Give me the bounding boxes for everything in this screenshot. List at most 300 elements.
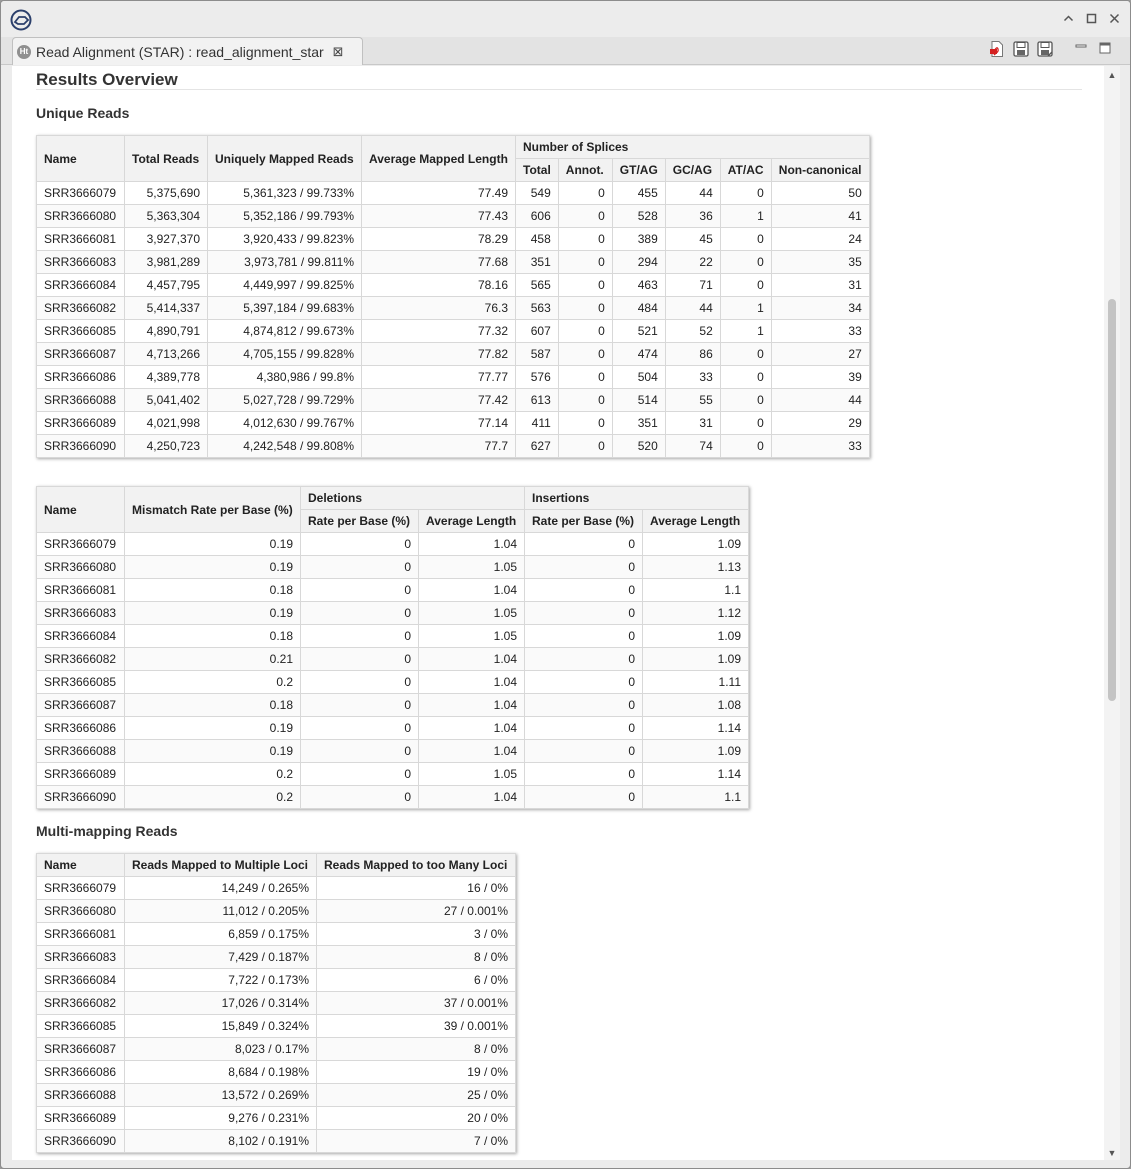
- table-row: [37, 694, 749, 717]
- table-cell: 1.04: [419, 740, 525, 763]
- table-cell: 37 / 0.001%: [317, 992, 516, 1015]
- window-maximize-button[interactable]: [1086, 13, 1097, 24]
- window-controls: [1063, 13, 1120, 24]
- row-name-cell: SRR3666086: [37, 366, 125, 389]
- editor-toolbar: [988, 40, 1114, 58]
- report-content: [12, 66, 1120, 1160]
- table-cell: 1.08: [643, 694, 749, 717]
- table-cell: 1.09: [643, 648, 749, 671]
- table-cell: 25 / 0%: [317, 1084, 516, 1107]
- table-cell: 0: [301, 694, 419, 717]
- table-cell: 0: [720, 366, 771, 389]
- title-divider: [36, 89, 1082, 90]
- table-cell: 27 / 0.001%: [317, 900, 516, 923]
- col-header-avg-mapped-length: Average Mapped Length: [362, 136, 516, 182]
- table-cell: 0.19: [125, 556, 301, 579]
- table-cell: 0: [558, 366, 612, 389]
- col-header-insertions: Insertions: [525, 487, 749, 510]
- table-cell: 0: [525, 786, 643, 809]
- row-name-cell: SRR3666089: [37, 412, 125, 435]
- col-header-deletion-avg-length: Average Length: [419, 510, 525, 533]
- col-header-deletion-rate: Rate per Base (%): [301, 510, 419, 533]
- table-cell: 458: [516, 228, 559, 251]
- table-cell: 5,361,323 / 99.733%: [208, 182, 362, 205]
- maximize-icon[interactable]: [1096, 40, 1114, 58]
- row-name-cell: SRR3666082: [37, 297, 125, 320]
- table-row: [37, 969, 516, 992]
- table-cell: 3,920,433 / 99.823%: [208, 228, 362, 251]
- table-cell: 55: [665, 389, 720, 412]
- row-name-cell: SRR3666089: [37, 763, 125, 786]
- row-name-cell: SRR3666082: [37, 648, 125, 671]
- table-cell: 0: [558, 320, 612, 343]
- tab-label: Read Alignment (STAR) : read_alignment_star: [36, 43, 324, 60]
- table-cell: 0.2: [125, 671, 301, 694]
- table-row: [37, 877, 516, 900]
- table-cell: 6 / 0%: [317, 969, 516, 992]
- row-name-cell: SRR3666081: [37, 228, 125, 251]
- table-cell: 5,352,186 / 99.793%: [208, 205, 362, 228]
- table-cell: 16 / 0%: [317, 877, 516, 900]
- table-cell: 50: [771, 182, 869, 205]
- col-header-splice-gtag: GT/AG: [612, 159, 665, 182]
- row-name-cell: SRR3666087: [37, 1038, 125, 1061]
- table-row: [37, 205, 870, 228]
- col-header-uniquely-mapped: Uniquely Mapped Reads: [208, 136, 362, 182]
- table-cell: 39 / 0.001%: [317, 1015, 516, 1038]
- row-name-cell: SRR3666089: [37, 1107, 125, 1130]
- table-cell: 77.43: [362, 205, 516, 228]
- table-cell: 0.18: [125, 579, 301, 602]
- table-cell: 3 / 0%: [317, 923, 516, 946]
- col-header-name: Name: [37, 136, 125, 182]
- table-row: [37, 1130, 516, 1153]
- table-cell: 0: [525, 579, 643, 602]
- table-cell: 0: [558, 412, 612, 435]
- row-name-cell: SRR3666081: [37, 579, 125, 602]
- row-name-cell: SRR3666080: [37, 556, 125, 579]
- table-cell: 0: [558, 228, 612, 251]
- table-cell: 5,375,690: [125, 182, 208, 205]
- row-name-cell: SRR3666084: [37, 969, 125, 992]
- table-cell: 1.1: [643, 786, 749, 809]
- table-cell: 44: [665, 297, 720, 320]
- col-header-name: Name: [37, 487, 125, 533]
- table-cell: 0: [525, 556, 643, 579]
- table-row: [37, 579, 749, 602]
- table-cell: 0.21: [125, 648, 301, 671]
- table-row: [37, 228, 870, 251]
- table-cell: 36: [665, 205, 720, 228]
- table-cell: 3,981,289: [125, 251, 208, 274]
- table-cell: 0: [558, 435, 612, 458]
- app-logo-icon: [10, 9, 32, 31]
- table-cell: 77.32: [362, 320, 516, 343]
- table-cell: 86: [665, 343, 720, 366]
- table-cell: 1.14: [643, 763, 749, 786]
- col-header-splice-gcag: GC/AG: [665, 159, 720, 182]
- table-cell: 0: [558, 274, 612, 297]
- row-name-cell: SRR3666088: [37, 389, 125, 412]
- col-header-splice-total: Total: [516, 159, 559, 182]
- table-cell: 4,874,812 / 99.673%: [208, 320, 362, 343]
- table-cell: 15,849 / 0.324%: [125, 1015, 317, 1038]
- table-cell: 0: [301, 648, 419, 671]
- table-cell: 0.19: [125, 717, 301, 740]
- table-cell: 0.2: [125, 763, 301, 786]
- maximize-icon: [1086, 13, 1097, 24]
- row-name-cell: SRR3666079: [37, 533, 125, 556]
- table-cell: 0.19: [125, 533, 301, 556]
- table-cell: 0: [301, 671, 419, 694]
- table-cell: 0: [525, 671, 643, 694]
- table-cell: 77.49: [362, 182, 516, 205]
- tab-close-icon[interactable]: ⊠: [332, 43, 344, 59]
- table-cell: 7 / 0%: [317, 1130, 516, 1153]
- col-header-splice-noncanonical: Non-canonical: [771, 159, 869, 182]
- table-cell: 1.04: [419, 671, 525, 694]
- table-cell: 1.04: [419, 694, 525, 717]
- row-name-cell: SRR3666079: [37, 877, 125, 900]
- table-cell: 0: [720, 343, 771, 366]
- table-cell: 474: [612, 343, 665, 366]
- table-cell: 1: [720, 320, 771, 343]
- table-cell: 528: [612, 205, 665, 228]
- save-as-icon[interactable]: [1036, 40, 1054, 58]
- table-cell: 607: [516, 320, 559, 343]
- table-cell: 3,927,370: [125, 228, 208, 251]
- table-cell: 576: [516, 366, 559, 389]
- table-cell: 0.19: [125, 602, 301, 625]
- table-cell: 9,276 / 0.231%: [125, 1107, 317, 1130]
- table-cell: 77.42: [362, 389, 516, 412]
- row-name-cell: SRR3666090: [37, 435, 125, 458]
- row-name-cell: SRR3666085: [37, 320, 125, 343]
- table-cell: 5,041,402: [125, 389, 208, 412]
- table-cell: 34: [771, 297, 869, 320]
- table-cell: 0: [301, 533, 419, 556]
- table-cell: 484: [612, 297, 665, 320]
- table-cell: 0: [720, 228, 771, 251]
- table-row: [37, 900, 516, 923]
- table-cell: 78.29: [362, 228, 516, 251]
- window-close-button[interactable]: [1109, 13, 1120, 24]
- table-row: [37, 1015, 516, 1038]
- table-cell: 1.05: [419, 556, 525, 579]
- table-cell: 8 / 0%: [317, 1038, 516, 1061]
- table-cell: 1.04: [419, 648, 525, 671]
- table-cell: 33: [665, 366, 720, 389]
- table-row: [37, 343, 870, 366]
- table-cell: 24: [771, 228, 869, 251]
- row-name-cell: SRR3666085: [37, 1015, 125, 1038]
- save-icon[interactable]: [1012, 40, 1030, 58]
- table-cell: 27: [771, 343, 869, 366]
- table-cell: 77.68: [362, 251, 516, 274]
- col-header-insertion-rate: Rate per Base (%): [525, 510, 643, 533]
- table-cell: 0: [525, 740, 643, 763]
- table-cell: 1.09: [643, 625, 749, 648]
- table-row: [37, 717, 749, 740]
- table-cell: 1: [720, 297, 771, 320]
- table-cell: 613: [516, 389, 559, 412]
- table-cell: 0: [558, 251, 612, 274]
- row-name-cell: SRR3666083: [37, 251, 125, 274]
- vertical-scrollbar[interactable]: [1104, 66, 1120, 1160]
- table-cell: 351: [516, 251, 559, 274]
- table-cell: 294: [612, 251, 665, 274]
- row-name-cell: SRR3666083: [37, 946, 125, 969]
- table-row: [37, 251, 870, 274]
- table-cell: 1.1: [643, 579, 749, 602]
- pdf-export-icon[interactable]: [988, 40, 1006, 58]
- table-cell: 77.77: [362, 366, 516, 389]
- table-cell: 1.13: [643, 556, 749, 579]
- table-cell: 31: [665, 412, 720, 435]
- row-name-cell: SRR3666083: [37, 602, 125, 625]
- table-cell: 0: [525, 717, 643, 740]
- table-cell: 0: [558, 297, 612, 320]
- table-cell: 17,026 / 0.314%: [125, 992, 317, 1015]
- row-name-cell: SRR3666088: [37, 740, 125, 763]
- close-icon: [1109, 13, 1120, 24]
- unique-reads-title: Unique Reads: [36, 105, 130, 121]
- unique-reads-table: [36, 135, 870, 458]
- table-cell: 1.04: [419, 533, 525, 556]
- row-name-cell: SRR3666088: [37, 1084, 125, 1107]
- table-cell: 1.04: [419, 786, 525, 809]
- table-cell: 33: [771, 320, 869, 343]
- table-cell: 1.09: [643, 740, 749, 763]
- table-cell: 1.09: [643, 533, 749, 556]
- scroll-up-icon[interactable]: ▲: [1107, 70, 1117, 80]
- table-cell: 1: [720, 205, 771, 228]
- editor-tab-read-alignment[interactable]: [12, 37, 363, 65]
- table-row: [37, 435, 870, 458]
- table-cell: 13,572 / 0.269%: [125, 1084, 317, 1107]
- title-bar: [1, 1, 1130, 37]
- row-name-cell: SRR3666087: [37, 343, 125, 366]
- table-row: [37, 602, 749, 625]
- table-row: [37, 1038, 516, 1061]
- table-cell: 0.2: [125, 786, 301, 809]
- table-cell: 71: [665, 274, 720, 297]
- col-header-insertion-avg-length: Average Length: [643, 510, 749, 533]
- row-name-cell: SRR3666080: [37, 900, 125, 923]
- table-cell: 19 / 0%: [317, 1061, 516, 1084]
- table-cell: 4,250,723: [125, 435, 208, 458]
- table-cell: 22: [665, 251, 720, 274]
- table-cell: 14,249 / 0.265%: [125, 877, 317, 900]
- table-cell: 455: [612, 182, 665, 205]
- table-cell: 514: [612, 389, 665, 412]
- row-name-cell: SRR3666087: [37, 694, 125, 717]
- table-cell: 1.14: [643, 717, 749, 740]
- row-name-cell: SRR3666080: [37, 205, 125, 228]
- table-row: [37, 923, 516, 946]
- row-name-cell: SRR3666086: [37, 717, 125, 740]
- table-cell: 4,449,997 / 99.825%: [208, 274, 362, 297]
- table-cell: 6,859 / 0.175%: [125, 923, 317, 946]
- table-cell: 565: [516, 274, 559, 297]
- table-cell: 4,457,795: [125, 274, 208, 297]
- table-cell: 5,027,728 / 99.729%: [208, 389, 362, 412]
- table-cell: 35: [771, 251, 869, 274]
- table-cell: 31: [771, 274, 869, 297]
- table-cell: 4,705,155 / 99.828%: [208, 343, 362, 366]
- table-row: [37, 556, 749, 579]
- table-cell: 0: [525, 648, 643, 671]
- table-cell: 1.11: [643, 671, 749, 694]
- table-cell: 33: [771, 435, 869, 458]
- multi-mapping-title: Multi-mapping Reads: [36, 823, 178, 839]
- table-cell: 74: [665, 435, 720, 458]
- unique-reads-body: [37, 182, 870, 458]
- table-row: [37, 1061, 516, 1084]
- row-name-cell: SRR3666090: [37, 1130, 125, 1153]
- table-cell: 11,012 / 0.205%: [125, 900, 317, 923]
- table-cell: 8 / 0%: [317, 946, 516, 969]
- editor-tab-bar: [1, 37, 1130, 65]
- table-cell: 52: [665, 320, 720, 343]
- col-header-total-reads: Total Reads: [125, 136, 208, 182]
- table-cell: 549: [516, 182, 559, 205]
- col-header-mismatch-rate: Mismatch Rate per Base (%): [125, 487, 301, 533]
- row-name-cell: SRR3666086: [37, 1061, 125, 1084]
- row-name-cell: SRR3666079: [37, 182, 125, 205]
- table-cell: 4,890,791: [125, 320, 208, 343]
- table-cell: 587: [516, 343, 559, 366]
- table-cell: 4,380,986 / 99.8%: [208, 366, 362, 389]
- row-name-cell: SRR3666084: [37, 274, 125, 297]
- table-cell: 463: [612, 274, 665, 297]
- table-cell: 0: [525, 763, 643, 786]
- table-cell: 4,242,548 / 99.808%: [208, 435, 362, 458]
- table-row: [37, 182, 870, 205]
- minimize-icon[interactable]: [1072, 40, 1090, 58]
- table-cell: 7,429 / 0.187%: [125, 946, 317, 969]
- table-cell: 0: [301, 625, 419, 648]
- mismatch-table: [36, 486, 749, 809]
- table-row: [37, 992, 516, 1015]
- col-header-name: Name: [37, 854, 125, 877]
- table-cell: 504: [612, 366, 665, 389]
- table-row: [37, 297, 870, 320]
- table-cell: 0: [301, 717, 419, 740]
- table-cell: 0: [720, 412, 771, 435]
- table-cell: 0: [525, 694, 643, 717]
- table-cell: 29: [771, 412, 869, 435]
- table-cell: 8,684 / 0.198%: [125, 1061, 317, 1084]
- table-cell: 8,023 / 0.17%: [125, 1038, 317, 1061]
- table-cell: 77.7: [362, 435, 516, 458]
- table-row: [37, 533, 749, 556]
- row-name-cell: SRR3666085: [37, 671, 125, 694]
- table-cell: 1.05: [419, 625, 525, 648]
- col-header-deletions: Deletions: [301, 487, 525, 510]
- table-cell: 41: [771, 205, 869, 228]
- table-cell: 4,012,630 / 99.767%: [208, 412, 362, 435]
- table-cell: 1.05: [419, 602, 525, 625]
- table-cell: 0: [720, 251, 771, 274]
- table-cell: 0: [720, 274, 771, 297]
- table-cell: 4,713,266: [125, 343, 208, 366]
- table-cell: 0: [525, 533, 643, 556]
- table-row: [37, 946, 516, 969]
- table-cell: 0: [558, 343, 612, 366]
- page-title: Results Overview: [36, 70, 178, 89]
- table-cell: 0: [720, 435, 771, 458]
- row-name-cell: SRR3666084: [37, 625, 125, 648]
- chevron-up-icon: [1063, 13, 1074, 24]
- row-name-cell: SRR3666082: [37, 992, 125, 1015]
- table-cell: 1.12: [643, 602, 749, 625]
- table-cell: 0: [525, 625, 643, 648]
- row-name-cell: SRR3666090: [37, 786, 125, 809]
- table-cell: 0: [525, 602, 643, 625]
- table-row: [37, 763, 749, 786]
- table-cell: 76.3: [362, 297, 516, 320]
- table-cell: 0: [301, 763, 419, 786]
- table-cell: 520: [612, 435, 665, 458]
- table-cell: 5,397,184 / 99.683%: [208, 297, 362, 320]
- table-cell: 1.04: [419, 579, 525, 602]
- table-cell: 606: [516, 205, 559, 228]
- table-row: [37, 1084, 516, 1107]
- table-cell: 0: [301, 602, 419, 625]
- table-cell: 0: [301, 786, 419, 809]
- table-cell: 411: [516, 412, 559, 435]
- table-cell: 1.05: [419, 763, 525, 786]
- table-cell: 44: [665, 182, 720, 205]
- table-row: [37, 1107, 516, 1130]
- table-cell: 0: [558, 182, 612, 205]
- table-row: [37, 740, 749, 763]
- table-row: [37, 412, 870, 435]
- table-row: [37, 366, 870, 389]
- table-cell: 0: [301, 740, 419, 763]
- table-cell: 8,102 / 0.191%: [125, 1130, 317, 1153]
- table-cell: 351: [612, 412, 665, 435]
- window-minimize-button[interactable]: [1063, 13, 1074, 24]
- col-header-multiple-loci: Reads Mapped to Multiple Loci: [125, 854, 317, 877]
- table-cell: 563: [516, 297, 559, 320]
- col-header-too-many-loci: Reads Mapped to too Many Loci: [317, 854, 516, 877]
- tab-file-icon: Ht: [17, 45, 31, 59]
- table-row: [37, 671, 749, 694]
- scroll-down-icon[interactable]: ▼: [1107, 1148, 1117, 1158]
- multi-mapping-body: [37, 877, 516, 1153]
- table-cell: 44: [771, 389, 869, 412]
- scrollbar-thumb[interactable]: [1108, 299, 1116, 701]
- col-header-number-of-splices: Number of Splices: [516, 136, 870, 159]
- table-cell: 39: [771, 366, 869, 389]
- table-row: [37, 648, 749, 671]
- table-cell: 0: [720, 182, 771, 205]
- table-row: [37, 625, 749, 648]
- table-cell: 77.14: [362, 412, 516, 435]
- table-cell: 4,389,778: [125, 366, 208, 389]
- mismatch-body: [37, 533, 749, 809]
- table-row: [37, 320, 870, 343]
- table-cell: 5,414,337: [125, 297, 208, 320]
- table-cell: 0.18: [125, 694, 301, 717]
- table-cell: 5,363,304: [125, 205, 208, 228]
- table-cell: 627: [516, 435, 559, 458]
- table-cell: 7,722 / 0.173%: [125, 969, 317, 992]
- table-cell: 389: [612, 228, 665, 251]
- multi-mapping-table: [36, 853, 516, 1153]
